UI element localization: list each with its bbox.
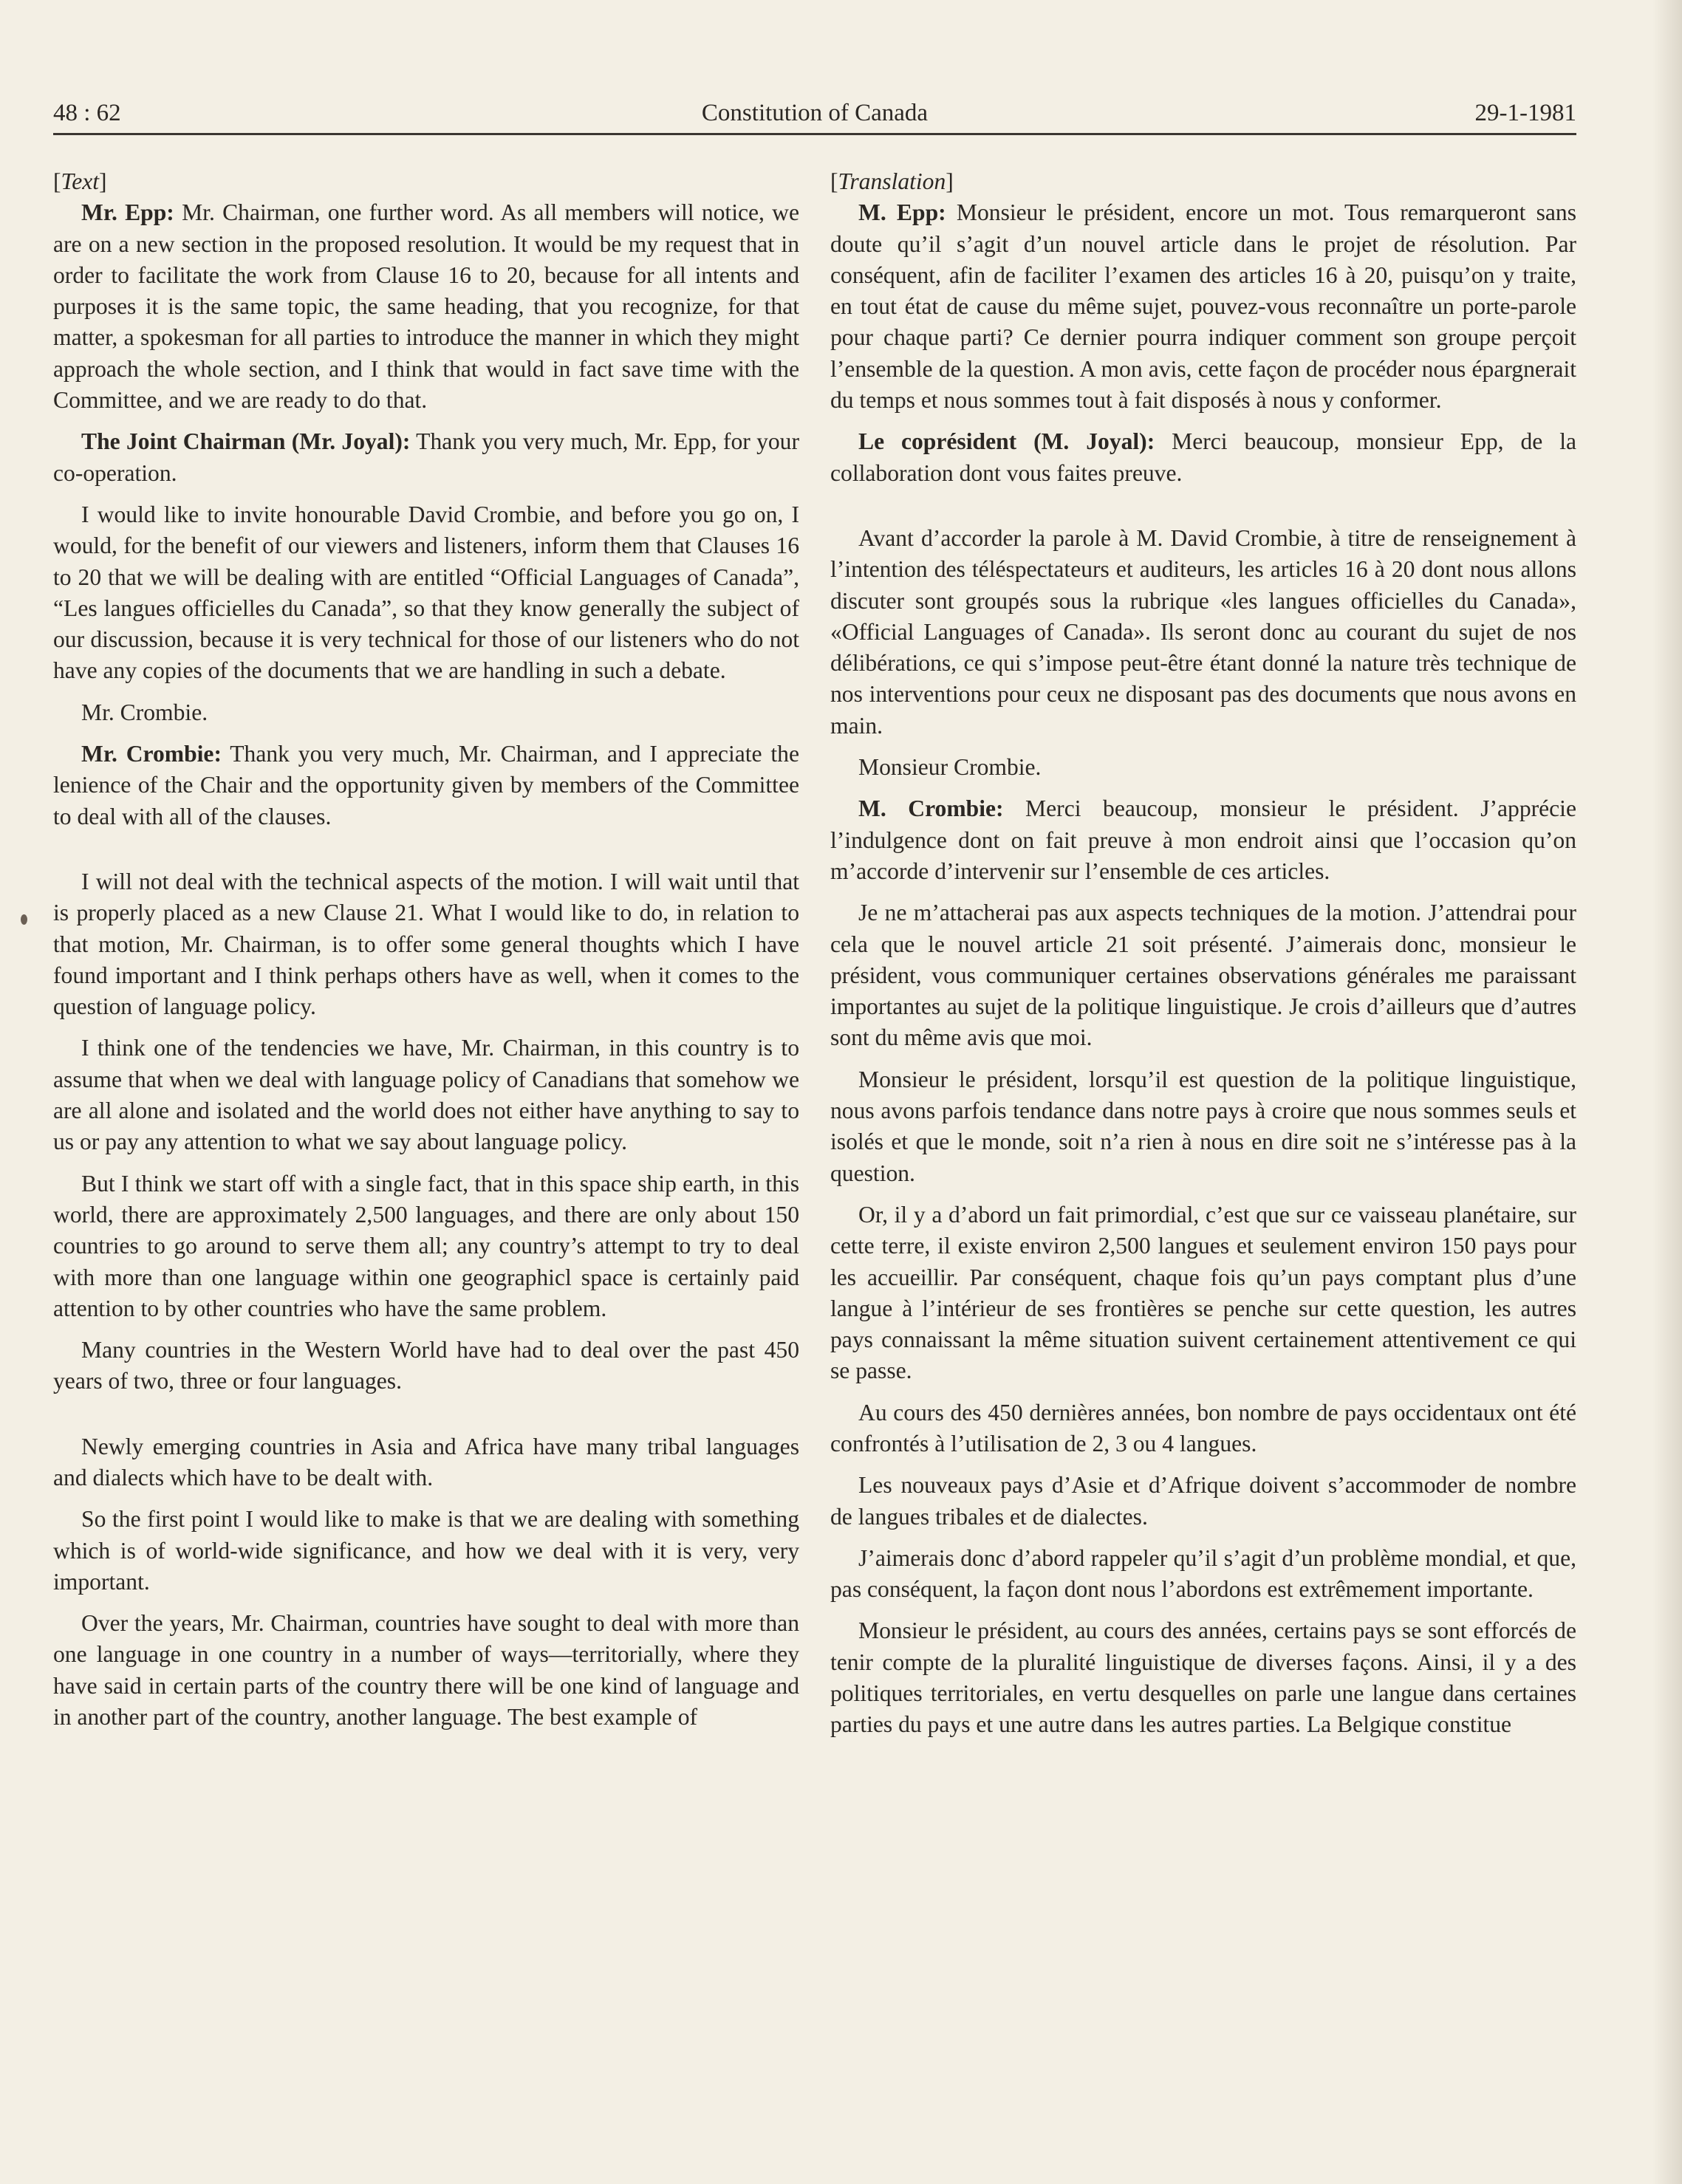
- speech-text: Mr. Chairman, one further word. As all members will notice, we are on a new section in the proposed resolution. It would be my request that in order to facilitate the work from Clause 16 to 20, because for all intents and purposes it is the same topic, the same heading, that you recognize, for that matter, a spokesman for all parties to introduce the manner in which they might approach the whole section, and I think that would in fact save time with the Committee, and we are ready to do that.: [53, 199, 799, 414]
- paragraph: I think one of the tendencies we have, Mr. Chairman, in this country is to assume that when we deal with language policy of Canadians that somehow we are all alone and isolated and the world does not either have anything to say to us or pay any attention to what we say about language policy.: [53, 1035, 799, 1155]
- paragraph: So the first point I would like to make is that we are dealing with something which is of world-wide significance, and how we deal with it is very, very important.: [53, 1506, 799, 1595]
- speech-text: Merci beaucoup, monsieur Epp, de la collaboration dont vous faites preuve.: [830, 428, 1576, 486]
- english-column: [53, 166, 799, 1743]
- paragraph: Monsieur Crombie.: [858, 754, 1042, 781]
- paragraph: Over the years, Mr. Chairman, countries have sought to deal with more than one language in one country in a number of ways—territorially, where they have said in certain parts of the country there will be one kind of language and in another part of the country, another language. The best example of: [53, 1610, 799, 1731]
- page-date: 29-1-1981: [1474, 100, 1576, 126]
- paragraph-joint-chairman: [53, 426, 799, 489]
- paragraph: Avant d’accorder la parole à M. David Crombie, à titre de renseignement à l’intention des téléspectateurs et auditeurs, les articles 16 à 20 dont nous allons discuter sont groupés sous la rubrique «les langues officielles du Canada», «Official Languages of Canada». Ils seront donc au courant du sujet de nos délibérations, ce qui s’impose peut-être étant donné la nature très technique de nos interventions pour ceux ne disposant pas des documents que nous avons en main.: [830, 524, 1576, 739]
- paragraph-epp: [830, 197, 1576, 416]
- section-tag-word: Text: [61, 168, 100, 194]
- page-title: Constitution of Canada: [701, 100, 929, 126]
- paragraph-epp: [53, 197, 799, 416]
- french-column: [830, 166, 1576, 1751]
- section-tag-word: Translation: [838, 168, 946, 194]
- section-tag-translation: [Translation]: [830, 168, 954, 194]
- page-header: [53, 87, 1576, 135]
- paragraph: Newly emerging countries in Asia and Africa have many tribal languages and dialects which have to be dealt with.: [53, 1433, 799, 1490]
- speech-text: Thank you very much, Mr. Chairman, and I appreciate the lenience of the Chair and the opportunity given by members of the Committee to deal with all of the clauses.: [53, 741, 800, 829]
- page-edge-shadow: [1652, 0, 1682, 2184]
- paragraph: Au cours des 450 dernières années, bon nombre de pays occidentaux ont été confrontés à l’utilisation de 2, 3 ou 4 langues.: [830, 1399, 1576, 1456]
- paragraph: Je ne m’attacherai pas aux aspects techniques de la motion. J’attendrai pour cela que le nouvel article 21 soit présenté. J’aimerais donc, monsieur le président, vous communiquer certaines observations générales me paraissant importantes au sujet de la politique linguistique. Je crois d’ailleurs que d’autres sont du même avis que moi.: [830, 900, 1576, 1051]
- paragraph-copresident: [830, 426, 1576, 489]
- paragraph-crombie: [53, 739, 799, 832]
- speech-text: Monsieur le président, encore un mot. Tous remarqueront sans doute qu’il s’agit d’un nouvel article dans le projet de résolution. Par conséquent, afin de faciliter l’examen des articles 16 à 20, puisqu’on y traite, en tout état de cause du même sujet, pouvez-vous reconnaître un porte-parole pour chaque parti? Ce dernier pourra indiquer comment son groupe perçoit l’ensemble de la question. A mon avis, cette façon de procéder nous épargnerait du temps et nous sommes tout à fait disposés à nous y conformer.: [830, 199, 1576, 414]
- paragraph: J’aimerais donc d’abord rappeler qu’il s’agit d’un problème mondial, et que, pas conséquent, la façon dont nous l’abordons est extrêmement importante.: [830, 1544, 1576, 1603]
- speech-text: Thank you very much, Mr. Epp, for your co-operation.: [53, 428, 799, 486]
- paragraph: Monsieur le président, lorsqu’il est question de la politique linguistique, nous avons parfois tendance dans notre pays à croire que nous sommes seuls et isolés et que le monde, soit n’a rien à nous en dire soit ne s’intéresse pas à la question.: [830, 1066, 1576, 1186]
- margin-ink-mark: [21, 914, 27, 925]
- paragraph: I would like to invite honourable David Crombie, and before you go on, I would, for the benefit of our viewers and listeners, inform them that Clauses 16 to 20 that we will be dealing with are entitled “Official Languages of Canada”, “Les langues officielles du Canada”, so that they know generally the subject of our discussion, because it is very technical for those of our listeners who do not have any copies of the documents that we are handling in such a debate.: [53, 501, 799, 684]
- paragraph: I will not deal with the technical aspects of the motion. I will wait until that is properly placed as a new Clause 21. What I would like to do, in relation to that motion, Mr. Chairman, is to offer some general thoughts which I have found important and I think perhaps others have as well, when it comes to the question of language policy.: [53, 868, 799, 1020]
- speech-text: Merci beaucoup, monsieur le président. J’apprécie l’indulgence dont on fait preuve à mon endroit ainsi que l’occasion qu’on m’accorde d’intervenir sur l’ensemble de ces articles.: [830, 795, 1576, 884]
- paragraph: But I think we start off with a single fact, that in this space ship earth, in this world, there are approximately 2,500 languages, and there are only about 150 countries to go around to serve them all; any country’s attempt to try to deal with more than one language within one geographicl space is certainly paid attention to by other countries who have the same problem.: [53, 1170, 799, 1321]
- speaker-name: Mr. Epp:: [81, 199, 174, 226]
- speaker-name: Le coprésident (M. Joyal):: [858, 428, 1155, 455]
- paragraph: Les nouveaux pays d’Asie et d’Afrique doivent s’accommoder de nombre de langues tribales et de dialectes.: [830, 1472, 1576, 1530]
- speaker-name: Mr. Crombie:: [81, 741, 222, 767]
- paragraph: Or, il y a d’abord un fait primordial, c’est que sur ce vaisseau planétaire, sur cette terre, il existe environ 2,500 langues et seulement environ 150 pays pour les accueillir. Par conséquent, chaque fois qu’un pays comptant plus d’une langue à l’intérieur de ses frontières se penche sur cette question, les autres pays connaissant la même situation suivent certainement attentivement ce qui se passe.: [830, 1201, 1576, 1384]
- page-number: 48 : 62: [53, 100, 121, 126]
- paragraph-crombie: [830, 793, 1576, 887]
- paragraph: Monsieur le président, au cours des années, certains pays se sont efforcés de tenir compte de la pluralité linguistique de diverses façons. Ainsi, il y a des politiques territoriales, en vertu desquelles on parle une langue dans certaines parties du pays et une autre dans les autres parties. La Belgique constitue: [830, 1618, 1576, 1738]
- section-tag-text: [Text]: [53, 168, 107, 194]
- paragraph: Mr. Crombie.: [81, 699, 208, 725]
- paragraph: Many countries in the Western World have had to deal over the past 450 years of two, three or four languages.: [53, 1337, 799, 1394]
- speaker-name: M. Crombie:: [858, 795, 1004, 822]
- speaker-name: M. Epp:: [858, 199, 946, 226]
- speaker-name: The Joint Chairman (Mr. Joyal):: [81, 428, 411, 455]
